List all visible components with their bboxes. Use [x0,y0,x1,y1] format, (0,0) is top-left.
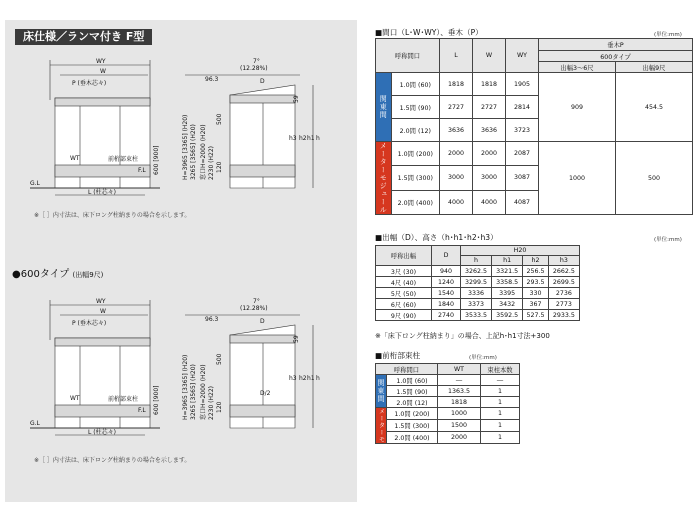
cell: 1 [481,408,520,420]
th-type: 600タイプ [539,51,693,62]
group-kanto: 関東間 [376,375,387,408]
th-h3: h3 [548,256,579,266]
th-d: D [432,246,461,266]
cell: 2740 [432,310,461,321]
table3-title: ■前桁部束柱 [375,351,421,360]
dim-h3: h3 [289,375,297,382]
table3-unit: (単位:mm) [469,355,497,361]
dim-59: 59 [293,95,300,103]
cell: 1240 [432,277,461,288]
dim-h3: h3 [289,135,297,142]
dim-h: h [316,375,320,382]
group-meter: メーターモジュール [376,142,392,215]
cell: 454.5 [616,73,693,142]
cell: 2699.5 [548,277,579,288]
th-c1: 出幅3～6尺 [539,62,616,73]
cell: 3373 [461,299,492,310]
cell: 256.5 [523,266,549,277]
dim-d2: D/2 [260,390,271,397]
dim-pillar-h1: H=3965 [3365] (H20) [182,114,189,180]
cell: 2727 [473,96,506,119]
cell: 909 [539,73,616,142]
front-elevation-diagram-1 [10,55,180,200]
cell: ― [481,375,520,386]
frontage-table [375,38,693,215]
dim-500: 500 [216,113,223,125]
dim-w: W [100,308,106,315]
pillar-table [375,363,520,444]
label-pillar: 前桁部束柱 [108,156,139,163]
cell: 3336 [461,288,492,299]
cell: 1000 [438,408,481,420]
cell: 1.0間 (60) [387,375,438,386]
dim-w: W [100,68,106,75]
dim-h1: h1 [307,375,315,382]
cell: 3321.5 [492,266,523,277]
dim-59: 59 [293,335,300,343]
cell: 3592.5 [492,310,523,321]
cell: 3尺 (30) [376,266,432,277]
cell: 2814 [506,96,539,119]
side-elevation-diagram-1 [175,55,325,200]
cell: 2727 [440,96,473,119]
cell: 1818 [440,73,473,96]
cell: 3087 [506,166,539,190]
th-wy: WY [506,39,539,73]
cell: 2000 [438,432,481,444]
group-meter: メーターモ [377,408,385,443]
dim-d: D [260,78,265,85]
cell: 293.5 [523,277,549,288]
cell: 1363.5 [438,386,481,397]
dim-600: 600 [900] [153,145,160,175]
projection-table [375,245,580,321]
th-w: W [473,39,506,73]
cell: 2.0間 (12) [391,119,439,142]
dim-h2: h2 [299,375,307,382]
cell: 1 [481,386,520,397]
dim-h1: h1 [307,135,315,142]
cell: 1 [481,397,520,408]
cell: 1000 [539,142,616,215]
label-fl: F.L [138,167,146,174]
th-h20: H20 [461,246,580,256]
cell: 4尺 (40) [376,277,432,288]
cell: 500 [616,142,693,215]
cell: 3299.5 [461,277,492,288]
cell: 3533.5 [461,310,492,321]
cell: 1.5間 (300) [391,166,439,190]
cell: 330 [523,288,549,299]
cell: 3262.5 [461,266,492,277]
cell: 527.5 [523,310,549,321]
cell: 1500 [438,420,481,432]
cell: 6尺 (60) [376,299,432,310]
cell: 9尺 (90) [376,310,432,321]
dim-slope-pct: (12.28%) [240,65,268,72]
cell: 1 [481,432,520,444]
table1-unit: (単位:mm) [654,32,682,38]
dim-l: L (柱芯々) [88,429,116,436]
dim-wy: WY [96,58,106,65]
label-gl: G.L [30,420,40,427]
side-elevation-diagram-2 [175,295,325,440]
cell: 1.0間 (200) [391,142,439,166]
cell: 2.0間 (400) [391,190,439,214]
th-h: h [461,256,492,266]
cell: 2773 [548,299,579,310]
cell: 1.0間 (200) [387,408,438,420]
th-count: 束柱本数 [481,364,520,375]
cell: 2087 [506,142,539,166]
dim-slope: 7° [253,58,260,65]
cell: 3000 [440,166,473,190]
cell: 1540 [432,288,461,299]
cell: 1818 [473,73,506,96]
cell: 2662.5 [548,266,579,277]
cell: 1.0間 (60) [391,73,439,96]
dim-h: h [316,135,320,142]
cell: 3395 [492,288,523,299]
cell: 940 [432,266,461,277]
dim-120: 120 [216,401,223,413]
cell: 2.0間 (400) [387,432,438,444]
dim-slope-pct: (12.28%) [240,305,268,312]
dim-600: 600 [900] [153,385,160,415]
dim-963: 96.3 [205,316,219,323]
cell: 4000 [473,190,506,214]
dim-d: D [260,318,265,325]
th-name: 呼称間口 [376,364,438,375]
table1-title: ■間口（L･W･WY）、垂木（P） [375,28,483,37]
label-gl: G.L [30,180,40,187]
dim-l: L (柱芯々) [88,189,116,196]
cell: ― [438,375,481,386]
cell: 367 [523,299,549,310]
th-c2: 出幅9尺 [616,62,693,73]
cell: 4000 [440,190,473,214]
dim-pillar-h2: 3265 [3565] (H20) [190,364,197,420]
table2-title: ■出幅（D）、高さ（h･h1･h2･h3） [375,233,498,242]
label-fl: F.L [138,407,146,414]
dim-h2: h2 [299,135,307,142]
th-wt: WT [438,364,481,375]
dim-500: 500 [216,353,223,365]
section-title: 床仕様／ランマ付き F型 [15,29,152,45]
dim-p: P (垂木芯々) [72,320,107,327]
cell: 2000 [440,142,473,166]
table2-unit: (単位:mm) [654,237,682,243]
dim-pillar-h2: 3265 [3565] (H20) [190,124,197,180]
dim-door-h2: 2230 (H22) [208,145,215,180]
cell: 5尺 (50) [376,288,432,299]
th-l: L [440,39,473,73]
section-600-title: ●600タイプ (出幅9尺) [12,269,104,280]
cell: 1905 [506,73,539,96]
front-elevation-diagram-2 [10,295,180,440]
dim-wy: WY [96,298,106,305]
th-p: 垂木P [539,39,693,51]
dim-door-h1: 窓口H=2000 (H20) [200,364,207,420]
cell: 2000 [473,142,506,166]
dim-door-h1: 窓口H=2000 (H20) [200,124,207,180]
cell: 3000 [473,166,506,190]
cell: 1 [481,420,520,432]
group-kanto: 関東間 [376,73,392,142]
cell: 3636 [440,119,473,142]
cell: 1.5間 (300) [387,420,438,432]
cell: 1.5間 (90) [391,96,439,119]
cell: 4087 [506,190,539,214]
dim-door-h2: 2230 (H22) [208,385,215,420]
th-name: 呼称間口 [376,39,440,73]
cell: 3723 [506,119,539,142]
note-upper: ※［ ］内寸法は、床下ロング柱納まりの場合を示します。 [34,212,191,219]
dim-120: 120 [216,161,223,173]
th-h1: h1 [492,256,523,266]
cell: 2.0間 (12) [387,397,438,408]
cell: 2736 [548,288,579,299]
cell: 2933.5 [548,310,579,321]
th-h2: h2 [523,256,549,266]
dim-p: P (垂木芯々) [72,80,107,87]
cell: 3358.5 [492,277,523,288]
cell: 3636 [473,119,506,142]
label-pillar: 前桁部束柱 [108,396,139,403]
th-name: 呼称出幅 [376,246,432,266]
dim-963: 96.3 [205,76,219,83]
cell: 1818 [438,397,481,408]
dim-wt: WT [70,155,80,162]
note-lower: ※［ ］内寸法は、床下ロング柱納まりの場合を示します。 [34,457,191,464]
table2-footnote: ※「床下ロング柱納まり」の場合、上記h･h1寸法+300 [375,332,550,340]
cell: 1.5間 (90) [387,386,438,397]
cell: 3432 [492,299,523,310]
dim-pillar-h1: H=3965 [3365] (H20) [182,354,189,420]
dim-slope: 7° [253,298,260,305]
dim-wt: WT [70,395,80,402]
cell: 1840 [432,299,461,310]
